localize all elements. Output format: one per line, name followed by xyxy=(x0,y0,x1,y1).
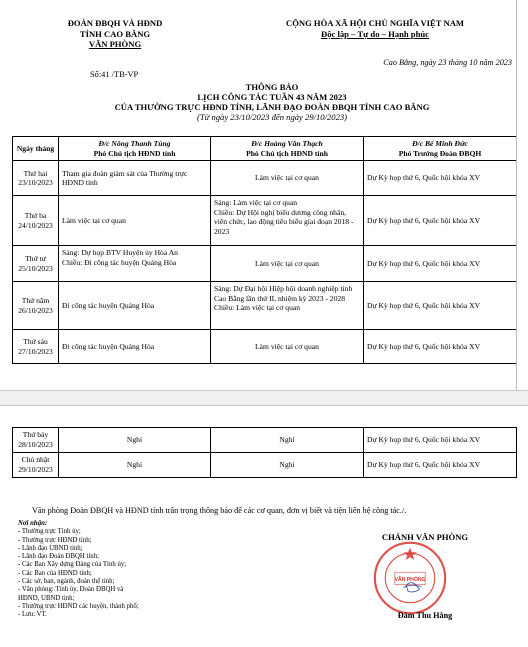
col3-name: Đ/c Bế Minh Đức xyxy=(412,139,468,148)
issuing-organization xyxy=(40,18,190,50)
org-left-line2: TỈNH CAO BẰNG xyxy=(79,28,151,39)
table-row xyxy=(13,161,517,196)
col2-cell xyxy=(211,196,364,246)
document-title xyxy=(70,82,474,122)
day-cell xyxy=(13,161,59,196)
org-left-line3: VĂN PHÒNG xyxy=(88,39,142,49)
col2-name: Đ/c Hoàng Văn Thạch xyxy=(251,139,323,148)
table-row xyxy=(13,246,517,282)
day-date: 29/10/2023 xyxy=(18,465,53,474)
org-left-line1: ĐOÀN ĐBQH VÀ HĐND xyxy=(67,18,163,28)
recipient-item: - Thường trực HĐND tỉnh; xyxy=(18,536,92,544)
col1-role: Phó Chủ tịch HĐND tỉnh xyxy=(93,148,176,158)
col2-morning: Sáng: Làm việc tại cơ quan xyxy=(214,198,298,208)
title-date-range: (Từ ngày 23/10/2023 đến ngày 29/10/2023) xyxy=(196,112,348,122)
day-date: 28/10/2023 xyxy=(18,440,53,449)
recipients-list xyxy=(18,520,228,620)
col2-cell xyxy=(211,282,364,330)
col2-afternoon: Chiều: Dự Hội nghị biểu dương công nhân, viên chức, lao động tiêu biểu giai đoạn 2018 - 2023 xyxy=(214,207,354,236)
table-row xyxy=(13,453,517,478)
recipient-item: - Lãnh đạo UBND tỉnh; xyxy=(18,544,83,552)
day-cell xyxy=(13,453,59,478)
day-date: 25/10/2023 xyxy=(18,263,53,273)
col3-cell: Dự Kỳ họp thứ 6, Quốc hội khóa XV xyxy=(364,453,517,478)
table-row xyxy=(13,428,517,453)
col1-afternoon: Chiều: Đi công tác huyện Quảng Hòa xyxy=(62,257,177,267)
table-header-row xyxy=(13,137,517,161)
closing-statement: Văn phòng Đoàn ĐBQH và HĐND tỉnh trân trọng thông báo để các cơ quan, đơn vị biết và tiện liên hệ công tác./. xyxy=(32,506,407,515)
col3-cell: Dự Kỳ họp thứ 6, Quốc hội khóa XV xyxy=(364,246,517,282)
table-row xyxy=(13,330,517,364)
title-line3: CỦA THƯỜNG TRỰC HĐND TỈNH, LÃNH ĐẠO ĐOÀN ĐBQH TỈNH CAO BẰNG xyxy=(114,102,430,112)
col2-afternoon: Chiều: Làm việc tại cơ quan xyxy=(214,303,301,313)
col3-cell: Dự Kỳ họp thứ 6, Quốc hội khóa XV xyxy=(364,196,517,246)
table-row xyxy=(13,196,517,246)
document-number: Số:41 /TB-VP xyxy=(90,70,139,79)
day-cell xyxy=(13,246,59,282)
recipient-item: - Các Ban của HĐND tỉnh; xyxy=(18,569,92,577)
signer-name: Đàm Thu Hằng xyxy=(397,611,453,620)
recipient-item: - Các Ban Xây dựng Đảng của Tỉnh ủy; xyxy=(18,561,127,569)
col1-cell: Đi công tác huyện Quảng Hòa xyxy=(59,330,211,364)
table-row xyxy=(13,282,517,330)
col1-name: Đ/c Nông Thanh Tùng xyxy=(98,139,171,148)
day-name: Thứ bảy xyxy=(22,430,49,440)
col2-cell: Làm việc tại cơ quan xyxy=(211,161,364,196)
day-date: 24/10/2023 xyxy=(18,220,53,230)
official-seal-icon xyxy=(372,540,448,616)
header-col2 xyxy=(211,137,364,161)
recipient-item: - Văn phòng: Tỉnh ủy, Đoàn ĐBQH và xyxy=(18,586,124,594)
day-date: 27/10/2023 xyxy=(18,346,53,356)
recipient-item: HĐND, UBND tỉnh; xyxy=(18,594,75,602)
day-name: Chủ nhật xyxy=(21,455,50,465)
schedule-table xyxy=(12,136,517,364)
title-line2: LỊCH CÔNG TÁC TUẦN 43 NĂM 2023 xyxy=(197,92,347,102)
recipient-item: - Các sở, ban, ngành, đoàn thể tỉnh; xyxy=(18,578,115,586)
col3-cell: Dự Kỳ họp thứ 6, Quốc hội khóa XV xyxy=(364,428,517,453)
page-break xyxy=(0,390,528,406)
day-name: Thứ tư xyxy=(25,254,46,264)
day-name: Thứ sáu xyxy=(23,337,48,347)
day-name: Thứ hai xyxy=(23,168,48,178)
col1-cell xyxy=(59,246,211,282)
col3-cell: Dự Kỳ họp thứ 6, Quốc hội khóa XV xyxy=(364,330,517,364)
national-motto xyxy=(255,18,495,39)
schedule-table-continued xyxy=(12,427,517,478)
signer-title: CHÁNH VĂN PHÒNG xyxy=(381,532,469,542)
col3-cell: Dự Kỳ họp thứ 6, Quốc hội khóa XV xyxy=(364,161,517,196)
recipient-item: - Lãnh đạo Đoàn ĐBQH tỉnh; xyxy=(18,553,99,561)
day-cell xyxy=(13,282,59,330)
header-day xyxy=(13,137,59,161)
col1-morning: Sáng: Dự họp BTV Huyện ủy Hòa An xyxy=(62,248,178,258)
recipient-item: - Thường trực Tỉnh ủy; xyxy=(18,528,81,536)
day-name: Thứ ba xyxy=(24,211,47,221)
recipients-title: Nơi nhận: xyxy=(18,520,48,527)
col1-cell: Làm việc tại cơ quan xyxy=(59,196,211,246)
recipient-item: - Thường trực HĐND các huyện, thành phố; xyxy=(18,602,139,610)
day-name: Thứ năm xyxy=(21,296,50,306)
col1-cell: Tham gia đoàn giám sát của Thường trực HĐND tỉnh xyxy=(59,161,211,196)
col3-cell: Dự Kỳ họp thứ 6, Quốc hội khóa XV xyxy=(364,282,517,330)
recipient-item: - Lưu: VT. xyxy=(18,611,47,619)
issue-date: Cao Bằng, ngày 23 tháng 10 năm 2023 xyxy=(383,58,512,67)
seal-center-text: VĂN PHÒNG xyxy=(394,576,426,583)
nation-name: CỘNG HÒA XÃ HỘI CHỦ NGHĨA VIỆT NAM xyxy=(285,18,465,28)
page-border xyxy=(516,0,517,390)
header-day-label: Ngày tháng xyxy=(16,143,55,153)
title-line1: THÔNG BÁO xyxy=(245,82,299,92)
col2-role: Phó Chủ tịch HĐND tỉnh xyxy=(246,148,328,158)
day-cell xyxy=(13,330,59,364)
col3-role: Phó Trưởng Đoàn ĐBQH xyxy=(398,148,482,158)
nation-motto: Độc lập – Tự do – Hạnh phúc xyxy=(321,28,429,39)
col2-cell: Làm việc tại cơ quan xyxy=(211,330,364,364)
col1-cell: Nghỉ xyxy=(59,453,211,478)
col2-morning: Sáng: Dự Đại hội Hiệp hội doanh nghiệp tỉnh Cao Bằng lần thứ II, nhiệm kỳ 2023 - 2028 xyxy=(214,284,353,303)
header-col3 xyxy=(364,137,517,161)
col2-cell: Làm việc tại cơ quan xyxy=(211,246,364,282)
day-date: 23/10/2023 xyxy=(18,178,53,188)
col1-cell: Đi công tác huyện Quảng Hòa xyxy=(59,282,211,330)
col2-cell: Nghỉ xyxy=(211,428,364,453)
header-col1 xyxy=(59,137,211,161)
col2-cell: Nghỉ xyxy=(211,453,364,478)
day-cell xyxy=(13,196,59,246)
day-cell xyxy=(13,428,59,453)
day-date: 26/10/2023 xyxy=(18,305,53,315)
col1-cell: Nghỉ xyxy=(59,428,211,453)
